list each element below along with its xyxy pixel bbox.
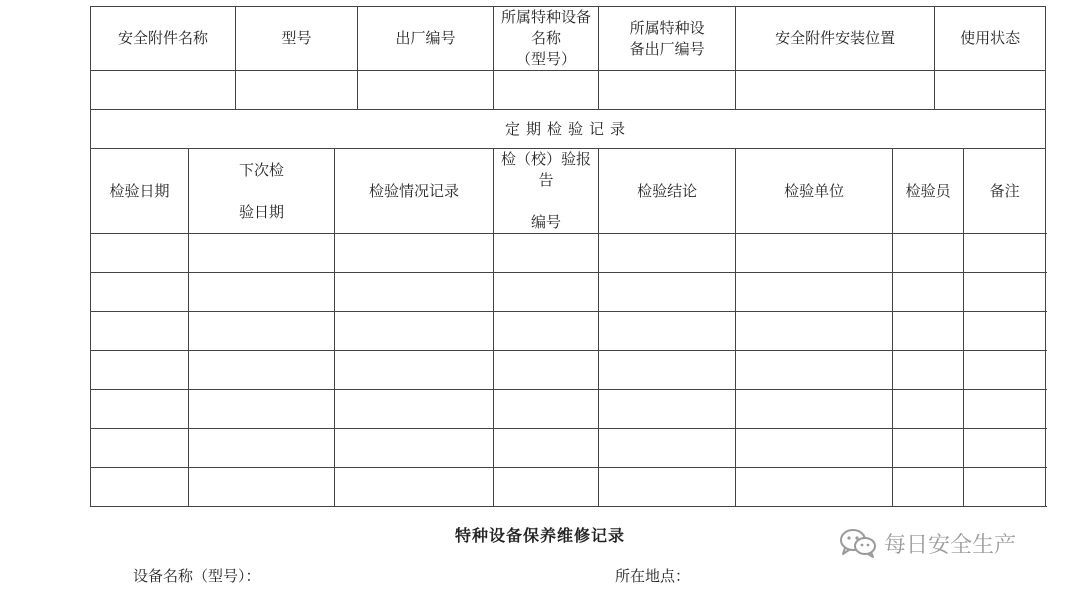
table-cell[interactable] bbox=[335, 234, 494, 273]
table-cell[interactable] bbox=[599, 312, 736, 351]
table-cell[interactable] bbox=[736, 71, 935, 110]
table-cell[interactable] bbox=[91, 312, 189, 351]
table-cell[interactable] bbox=[189, 234, 335, 273]
table-cell[interactable] bbox=[964, 234, 1046, 273]
watermark bbox=[838, 527, 1016, 559]
inspection-header-row bbox=[91, 149, 1046, 234]
table-cell[interactable] bbox=[335, 312, 494, 351]
table-cell[interactable] bbox=[335, 468, 494, 507]
header-equipment-name: 所属特种设备名称 （型号） bbox=[494, 7, 599, 71]
table-cell[interactable] bbox=[736, 234, 893, 273]
table-cell[interactable] bbox=[189, 312, 335, 351]
equipment-record-table bbox=[90, 6, 1046, 507]
table-cell[interactable] bbox=[964, 429, 1046, 468]
table-cell[interactable] bbox=[599, 273, 736, 312]
table-cell[interactable] bbox=[335, 429, 494, 468]
table-cell[interactable] bbox=[893, 429, 964, 468]
table-cell[interactable] bbox=[91, 351, 189, 390]
device-name-label: 设备名称（型号）： bbox=[133, 567, 261, 585]
table-cell[interactable] bbox=[494, 351, 599, 390]
table-cell[interactable] bbox=[91, 429, 189, 468]
table-cell[interactable] bbox=[964, 312, 1046, 351]
table-cell[interactable] bbox=[494, 273, 599, 312]
table-cell[interactable] bbox=[189, 390, 335, 429]
table-cell[interactable] bbox=[599, 351, 736, 390]
table-cell[interactable] bbox=[599, 234, 736, 273]
table-cell[interactable] bbox=[189, 273, 335, 312]
table-cell[interactable] bbox=[494, 468, 599, 507]
header-next-inspection-date: 下次检 验日期 bbox=[189, 149, 335, 234]
table-cell[interactable] bbox=[935, 71, 1046, 110]
table-cell[interactable] bbox=[599, 429, 736, 468]
watermark-text: 每日安全生产 bbox=[884, 532, 1017, 558]
table-cell[interactable] bbox=[964, 351, 1046, 390]
header-equipment-serial: 所属特种设 备出厂编号 bbox=[599, 7, 736, 71]
table-cell[interactable] bbox=[736, 273, 893, 312]
table-cell[interactable] bbox=[91, 234, 189, 273]
table-cell[interactable] bbox=[964, 390, 1046, 429]
table-cell[interactable] bbox=[358, 71, 494, 110]
table-cell[interactable] bbox=[893, 468, 964, 507]
accessory-blank-row bbox=[91, 71, 1046, 110]
table-row bbox=[91, 351, 1046, 390]
table-cell[interactable] bbox=[494, 312, 599, 351]
table-cell[interactable] bbox=[189, 429, 335, 468]
table-row bbox=[91, 234, 1046, 273]
table-cell[interactable] bbox=[736, 312, 893, 351]
header-inspector: 检验员 bbox=[893, 149, 964, 234]
table-row bbox=[91, 468, 1046, 507]
header-conclusion: 检验结论 bbox=[599, 149, 736, 234]
table-cell[interactable] bbox=[736, 429, 893, 468]
table-cell[interactable] bbox=[494, 234, 599, 273]
table-cell[interactable] bbox=[335, 351, 494, 390]
header-inspection-unit: 检验单位 bbox=[736, 149, 893, 234]
table-cell[interactable] bbox=[494, 71, 599, 110]
table-cell[interactable] bbox=[893, 390, 964, 429]
table-row bbox=[91, 273, 1046, 312]
table-cell[interactable] bbox=[91, 71, 236, 110]
header-serial-number: 出厂编号 bbox=[358, 7, 494, 71]
table-cell[interactable] bbox=[893, 273, 964, 312]
table-cell[interactable] bbox=[893, 234, 964, 273]
table-cell[interactable] bbox=[494, 390, 599, 429]
table-cell[interactable] bbox=[91, 273, 189, 312]
table-cell[interactable] bbox=[964, 468, 1046, 507]
table-cell[interactable] bbox=[236, 71, 358, 110]
table-cell[interactable] bbox=[494, 429, 599, 468]
table-cell[interactable] bbox=[893, 351, 964, 390]
table-cell[interactable] bbox=[189, 351, 335, 390]
table-cell[interactable] bbox=[335, 273, 494, 312]
table-cell[interactable] bbox=[335, 390, 494, 429]
wechat-icon bbox=[838, 527, 878, 559]
table-row bbox=[91, 429, 1046, 468]
table-cell[interactable] bbox=[736, 390, 893, 429]
table-cell[interactable] bbox=[91, 468, 189, 507]
header-inspection-date: 检验日期 bbox=[91, 149, 189, 234]
table-row bbox=[91, 312, 1046, 351]
accessory-header-row bbox=[91, 7, 1046, 71]
table-cell[interactable] bbox=[599, 71, 736, 110]
table-cell[interactable] bbox=[189, 468, 335, 507]
table-cell[interactable] bbox=[893, 312, 964, 351]
table-cell[interactable] bbox=[599, 390, 736, 429]
header-accessory-name: 安全附件名称 bbox=[91, 7, 236, 71]
table-cell[interactable] bbox=[91, 390, 189, 429]
header-model: 型号 bbox=[236, 7, 358, 71]
section-title: 定期检验记录 bbox=[91, 110, 1046, 149]
header-usage-status: 使用状态 bbox=[935, 7, 1046, 71]
header-remarks: 备注 bbox=[964, 149, 1046, 234]
table-cell[interactable] bbox=[736, 468, 893, 507]
header-report-number: 检（校）验报告 编号 bbox=[494, 149, 599, 234]
table-cell[interactable] bbox=[964, 273, 1046, 312]
location-label: 所在地点： bbox=[615, 567, 691, 585]
table-cell[interactable] bbox=[736, 351, 893, 390]
inspection-section-row bbox=[91, 110, 1046, 149]
maintenance-record-title: 特种设备保养维修记录 bbox=[454, 526, 625, 545]
header-inspection-notes: 检验情况记录 bbox=[335, 149, 494, 234]
header-install-location: 安全附件安装位置 bbox=[736, 7, 935, 71]
table-cell[interactable] bbox=[599, 468, 736, 507]
table-row bbox=[91, 390, 1046, 429]
